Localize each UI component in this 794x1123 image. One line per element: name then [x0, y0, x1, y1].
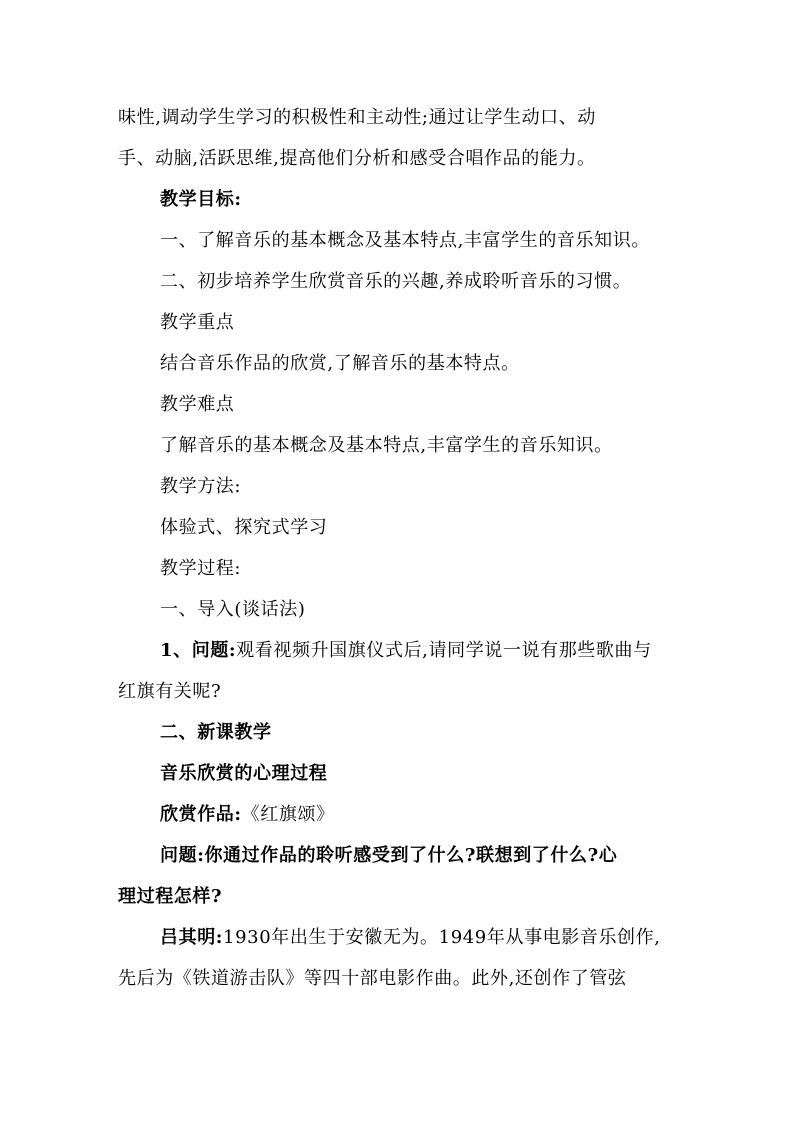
- section-heading-new-lesson: 二、新课教学: [160, 722, 272, 743]
- appreciation-work: [160, 803, 720, 827]
- appreciation-work-title: 《红旗颂》: [241, 804, 335, 825]
- subheading-psychology: 音乐欣赏的心理过程: [160, 763, 328, 784]
- section-heading-methods: 教学方法:: [160, 476, 242, 497]
- key-points-text: 结合音乐作品的欣赏,了解音乐的基本特点。: [160, 353, 520, 374]
- question-1-label: 1、问题:: [160, 640, 237, 661]
- question-2-continuation: 理过程怎样?: [118, 886, 223, 907]
- difficulties-text: 了解音乐的基本概念及基本特点,丰富学生的音乐知识。: [160, 435, 613, 456]
- composer-bio: 1930年出生于安徽无为。1949年从事电影音乐创作,: [223, 927, 661, 948]
- goal-item-1: 一、了解音乐的基本概念及基本特点,丰富学生的音乐知识。: [160, 230, 650, 251]
- question-2: 问题:你通过作品的聆听感受到了什么?联想到了什么?心: [160, 845, 618, 866]
- question-1: [160, 639, 720, 663]
- appreciation-work-label: 欣赏作品:: [160, 804, 242, 825]
- section-heading-key-points: 教学重点: [160, 312, 235, 333]
- paragraph-line: 味性,调动学生学习的积极性和主动性;通过让学生动口、动: [118, 107, 596, 128]
- goal-item-2: 二、初步培养学生欣赏音乐的兴趣,养成聆听音乐的习惯。: [160, 271, 632, 292]
- section-heading-teaching-goals: 教学目标:: [160, 189, 242, 210]
- question-1-text: 观看视频升国旗仪式后,请同学说一说有那些歌曲与: [236, 640, 652, 661]
- question-1-continuation: 红旗有关呢?: [118, 681, 222, 702]
- section-heading-difficulties: 教学难点: [160, 394, 235, 415]
- process-step-intro: 一、导入(谈话法): [160, 599, 306, 620]
- section-heading-process: 教学过程:: [160, 558, 242, 579]
- paragraph-line: 手、动脑,活跃思维,提高他们分析和感受合唱作品的能力。: [118, 148, 596, 169]
- methods-text: 体验式、探究式学习: [160, 517, 328, 538]
- composer-intro: [160, 926, 720, 950]
- composer-bio-continuation: 先后为《铁道游击队》等四十部电影作曲。此外,还创作了管弦: [118, 968, 627, 989]
- composer-name: 吕其明:: [160, 927, 224, 948]
